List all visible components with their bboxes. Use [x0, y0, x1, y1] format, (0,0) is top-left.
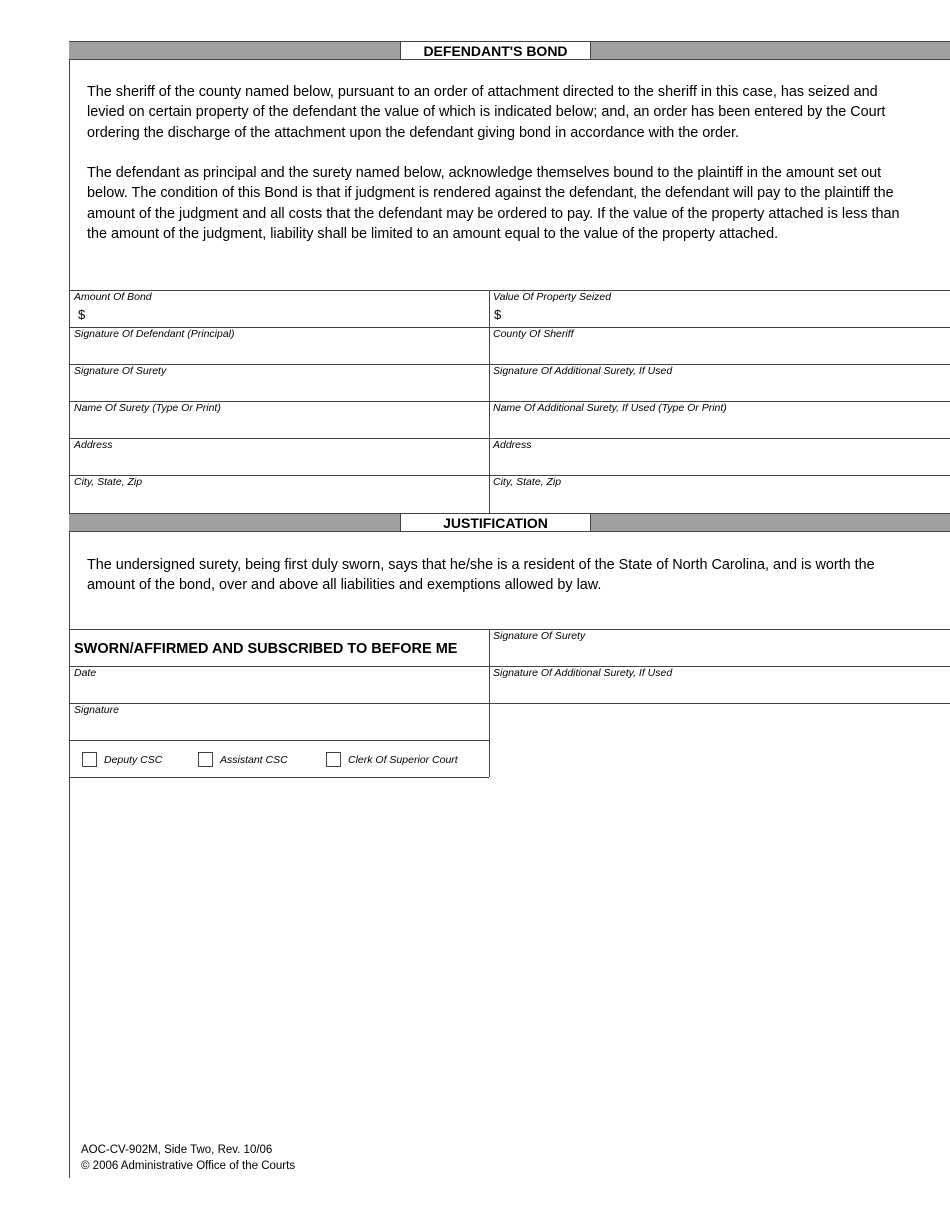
justification-signature-additional-surety-label: Signature Of Additional Surety, If Used: [493, 667, 673, 679]
name-additional-surety-label: Name Of Additional Surety, If Used (Type Or Print): [493, 402, 727, 414]
city-state-zip-label: City, State, Zip: [74, 476, 143, 488]
defendants-bond-band: [69, 41, 950, 60]
sworn-column-divider: [489, 629, 490, 777]
bond-paragraph-2: The defendant as principal and the surety named below, acknowledge themselves bound to the plaintiff in the amount set out below. The condition of this Bond is that if judgment is rendered against the defendant, the defendant will pay to the plaintiff the amount of the judgment and all costs that the defendant may be ordered to pay. If the value of the property attached is less than the amount of the judgment, liability shall be limited to an amount equal to the value of the property attached.: [87, 165, 900, 242]
assistant-csc-label: Assistant CSC: [220, 754, 288, 766]
field-column-divider: [489, 290, 490, 513]
clerk-superior-court-checkbox[interactable]: [326, 752, 341, 767]
sworn-heading: SWORN/AFFIRMED AND SUBSCRIBED TO BEFORE ME: [74, 641, 458, 657]
justification-band: [69, 513, 950, 532]
signature-label: Signature: [74, 704, 119, 716]
justification-title: JUSTIFICATION: [400, 513, 591, 532]
value-of-property-seized-field[interactable]: $: [494, 307, 502, 322]
amount-of-bond-label: Amount Of Bond: [74, 291, 152, 303]
county-of-sheriff-label: County Of Sheriff: [493, 328, 574, 340]
name-surety-label: Name Of Surety (Type Or Print): [74, 402, 221, 414]
form-id: AOC-CV-902M, Side Two, Rev. 10/06: [81, 1144, 273, 1156]
date-label: Date: [74, 667, 97, 679]
signature-surety-label: Signature Of Surety: [74, 365, 167, 377]
signature-defendant-label: Signature Of Defendant (Principal): [74, 328, 235, 340]
sworn-row-divider: [69, 740, 489, 741]
defendants-bond-title: DEFENDANT'S BOND: [400, 41, 591, 60]
address-label: Address: [74, 439, 113, 451]
deputy-csc-checkbox[interactable]: [82, 752, 97, 767]
value-of-property-seized-label: Value Of Property Seized: [493, 291, 612, 303]
bond-paragraph-1: The sheriff of the county named below, pursuant to an order of attachment directed to the sheriff in this case, has seized and levied on certain property of the defendant the value of which is indicated below; and, an order has been entered by the Court ordering the discharge of the attachment upon the defendant giving bond in accordance with the order.: [87, 84, 886, 141]
sworn-row-divider: [69, 777, 489, 778]
sworn-row-divider: [69, 703, 950, 704]
deputy-csc-label: Deputy CSC: [104, 754, 163, 766]
clerk-superior-court-label: Clerk Of Superior Court: [348, 754, 458, 766]
additional-city-state-zip-label: City, State, Zip: [493, 476, 562, 488]
signature-additional-surety-label: Signature Of Additional Surety, If Used: [493, 365, 673, 377]
additional-address-label: Address: [493, 439, 532, 451]
justification-paragraph: The undersigned surety, being first duly sworn, says that he/she is a resident of the State of North Carolina, and is worth the amount of the bond, over and above all liabilities and exemptions allowed by law.: [87, 557, 875, 594]
assistant-csc-checkbox[interactable]: [198, 752, 213, 767]
amount-of-bond-field[interactable]: $: [78, 307, 86, 322]
copyright: © 2006 Administrative Office of the Courts: [81, 1160, 296, 1172]
justification-signature-surety-label: Signature Of Surety: [493, 630, 586, 642]
